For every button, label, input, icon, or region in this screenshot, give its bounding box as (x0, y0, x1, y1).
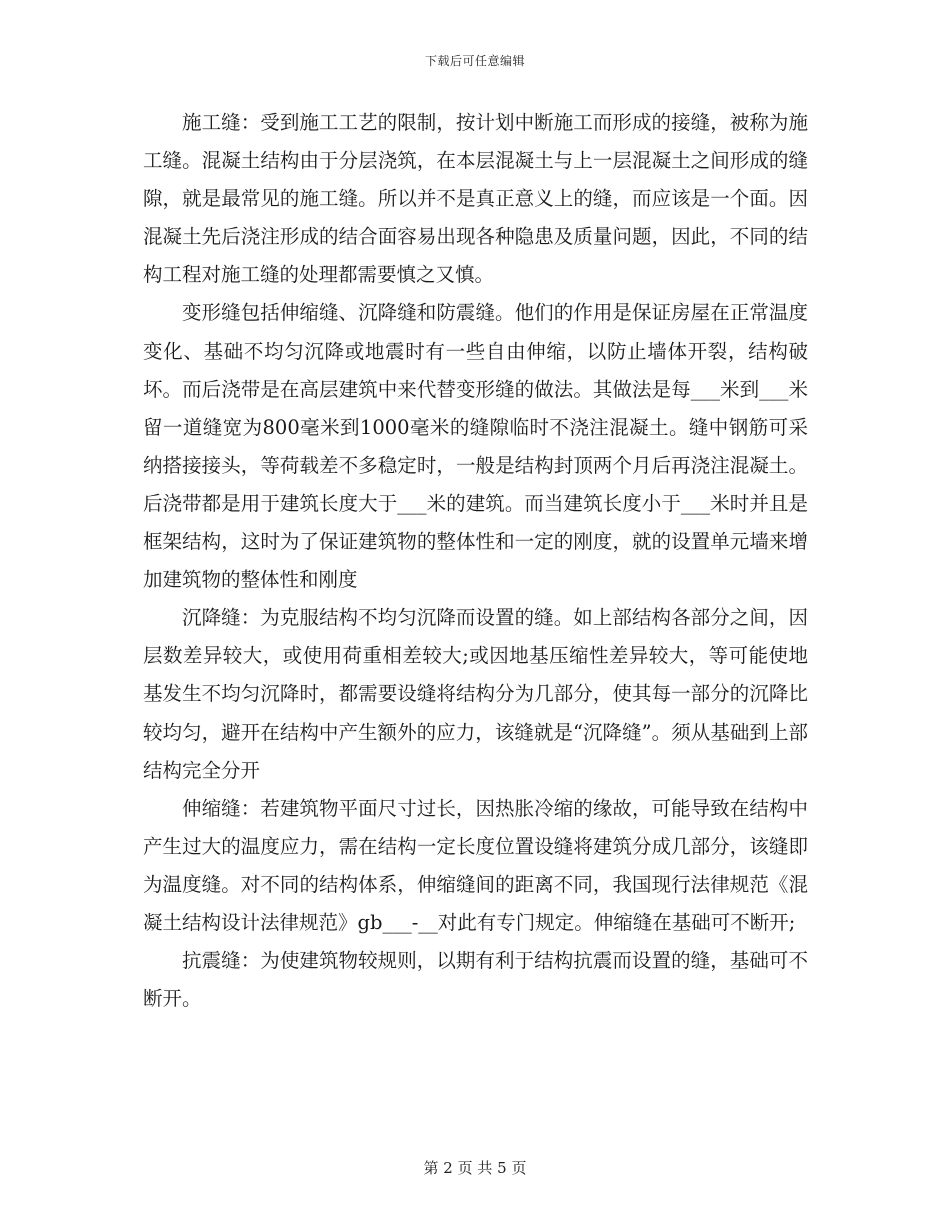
paragraph-seismic-joint: 抗震缝：为使建筑物较规则，以期有利于结构抗震而设置的缝，基础可不断开。 (143, 949, 808, 1011)
paragraph-construction-joint: 施工缝：受到施工工艺的限制，按计划中断施工而形成的接缝，被称为施工缝。混凝土结构由于分层浇筑，在本层混凝土与上一层混凝土之间形成的缝隙，就是最常见的施工缝。所以并不是真正意义上的缝，而应该是一个面。因混凝土先后浇注形成的结合面容易出现各种隐患及质量问题，因此，不同的结构工程对施工缝的处理都需要慎之又慎。 (143, 111, 808, 287)
paragraph-settlement-joint: 沉降缝：为克服结构不均匀沉降而设置的缝。如上部结构各部分之间，因层数差异较大，或使用荷重相差较大;或因地基压缩性差异较大，等可能使地基发生不均匀沉降时，都需要设缝将结构分为几部分，使其每一部分的沉降比较均匀，避开在结构中产生额外的应力，该缝就是“沉降缝”。须从基础到上部结构完全分开 (143, 606, 808, 782)
paragraph-deformation-joint: 变形缝包括伸缩缝、沉降缝和防震缝。他们的作用是保证房屋在正常温度变化、基础不均匀沉降或地震时有一些自由伸缩，以防止墙体开裂，结构破坏。而后浇带是在高层建筑中来代替变形缝的做法。其做法是每___米到___米留一道缝宽为800毫米到1000毫米的缝隙临时不浇注混凝土。缝中钢筋可采纳搭接接头，等荷载差不多稳定时，一般是结构封顶两个月后再浇注混凝土。后浇带都是用于建筑长度大于___米的建筑。而当建筑长度小于___米时并且是框架结构，这时为了保证建筑物的整体性和一定的刚度，就的设置单元墙来增加建筑物的整体性和刚度 (143, 301, 808, 592)
page-header-note: 下载后可任意编辑 (424, 54, 525, 68)
document-body (143, 104, 808, 1018)
paragraph-expansion-joint: 伸缩缝：若建筑物平面尺寸过长，因热胀冷缩的缘故，可能导致在结构中产生过大的温度应力，需在结构一定长度位置设缝将建筑分成几部分，该缝即为温度缝。对不同的结构体系，伸缩缝间的距离不同，我国现行法律规范《混凝土结构设计法律规范》gb___-__对此有专门规定。伸缩缝在基础可不断开; (143, 796, 808, 934)
page-number: 第 2 页 共 5 页 (423, 1159, 527, 1177)
